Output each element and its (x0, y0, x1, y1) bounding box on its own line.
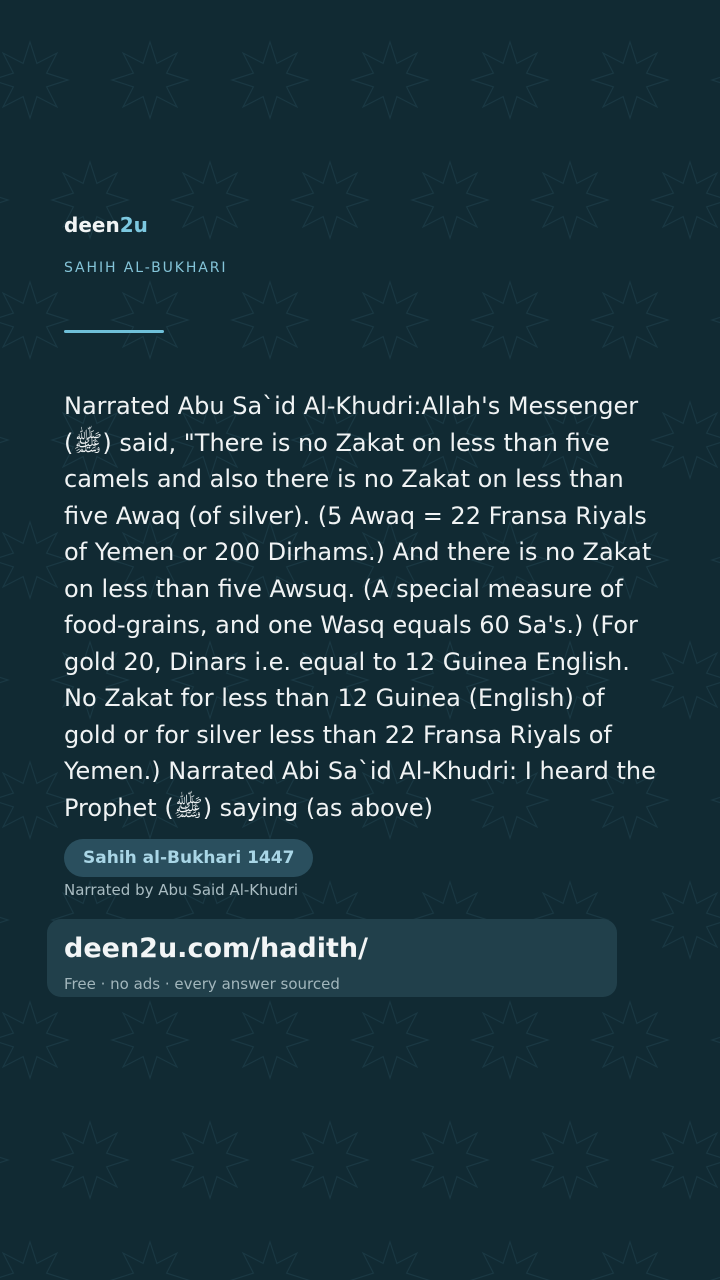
cta-card[interactable] (47, 919, 617, 997)
cta-tagline: Free · no ads · every answer sourced (64, 975, 340, 993)
collection-label: SAHIH AL-BUKHARI (64, 260, 228, 276)
brand-name-accent: 2u (119, 213, 148, 237)
brand-name-main: deen (64, 213, 120, 237)
brand-logo (64, 211, 148, 239)
divider (64, 330, 164, 333)
narrator-label: Narrated by Abu Said Al-Khudri (64, 881, 299, 899)
cta-url-link[interactable]: deen2u.com/hadith/ (64, 933, 369, 964)
reference-badge[interactable]: Sahih al-Bukhari 1447 (64, 839, 313, 877)
hadith-text: Narrated Abu Sa`id Al-Khudri:Allah's Messenger (ﷺ) said, "There is no Zakat on less than five camels and also there is no Zakat on less than five Awaq (of silver). (5 Awaq = 22 Fransa Riyals of Yemen or 200 Dirhams.) And there is no Zakat on less than five Awsuq. (A special measure of food-grains, and one Wasq equals 60 Sa's.) (For gold 20, Dinars i.e. equal to 12 Guinea English. No Zakat for less than 12 Guinea (English) of gold or for silver less than 22 Fransa Riyals of Yemen.) Narrated Abi Sa`id Al-Khudri: I heard the Prophet (ﷺ) saying (as above) (64, 392, 656, 822)
